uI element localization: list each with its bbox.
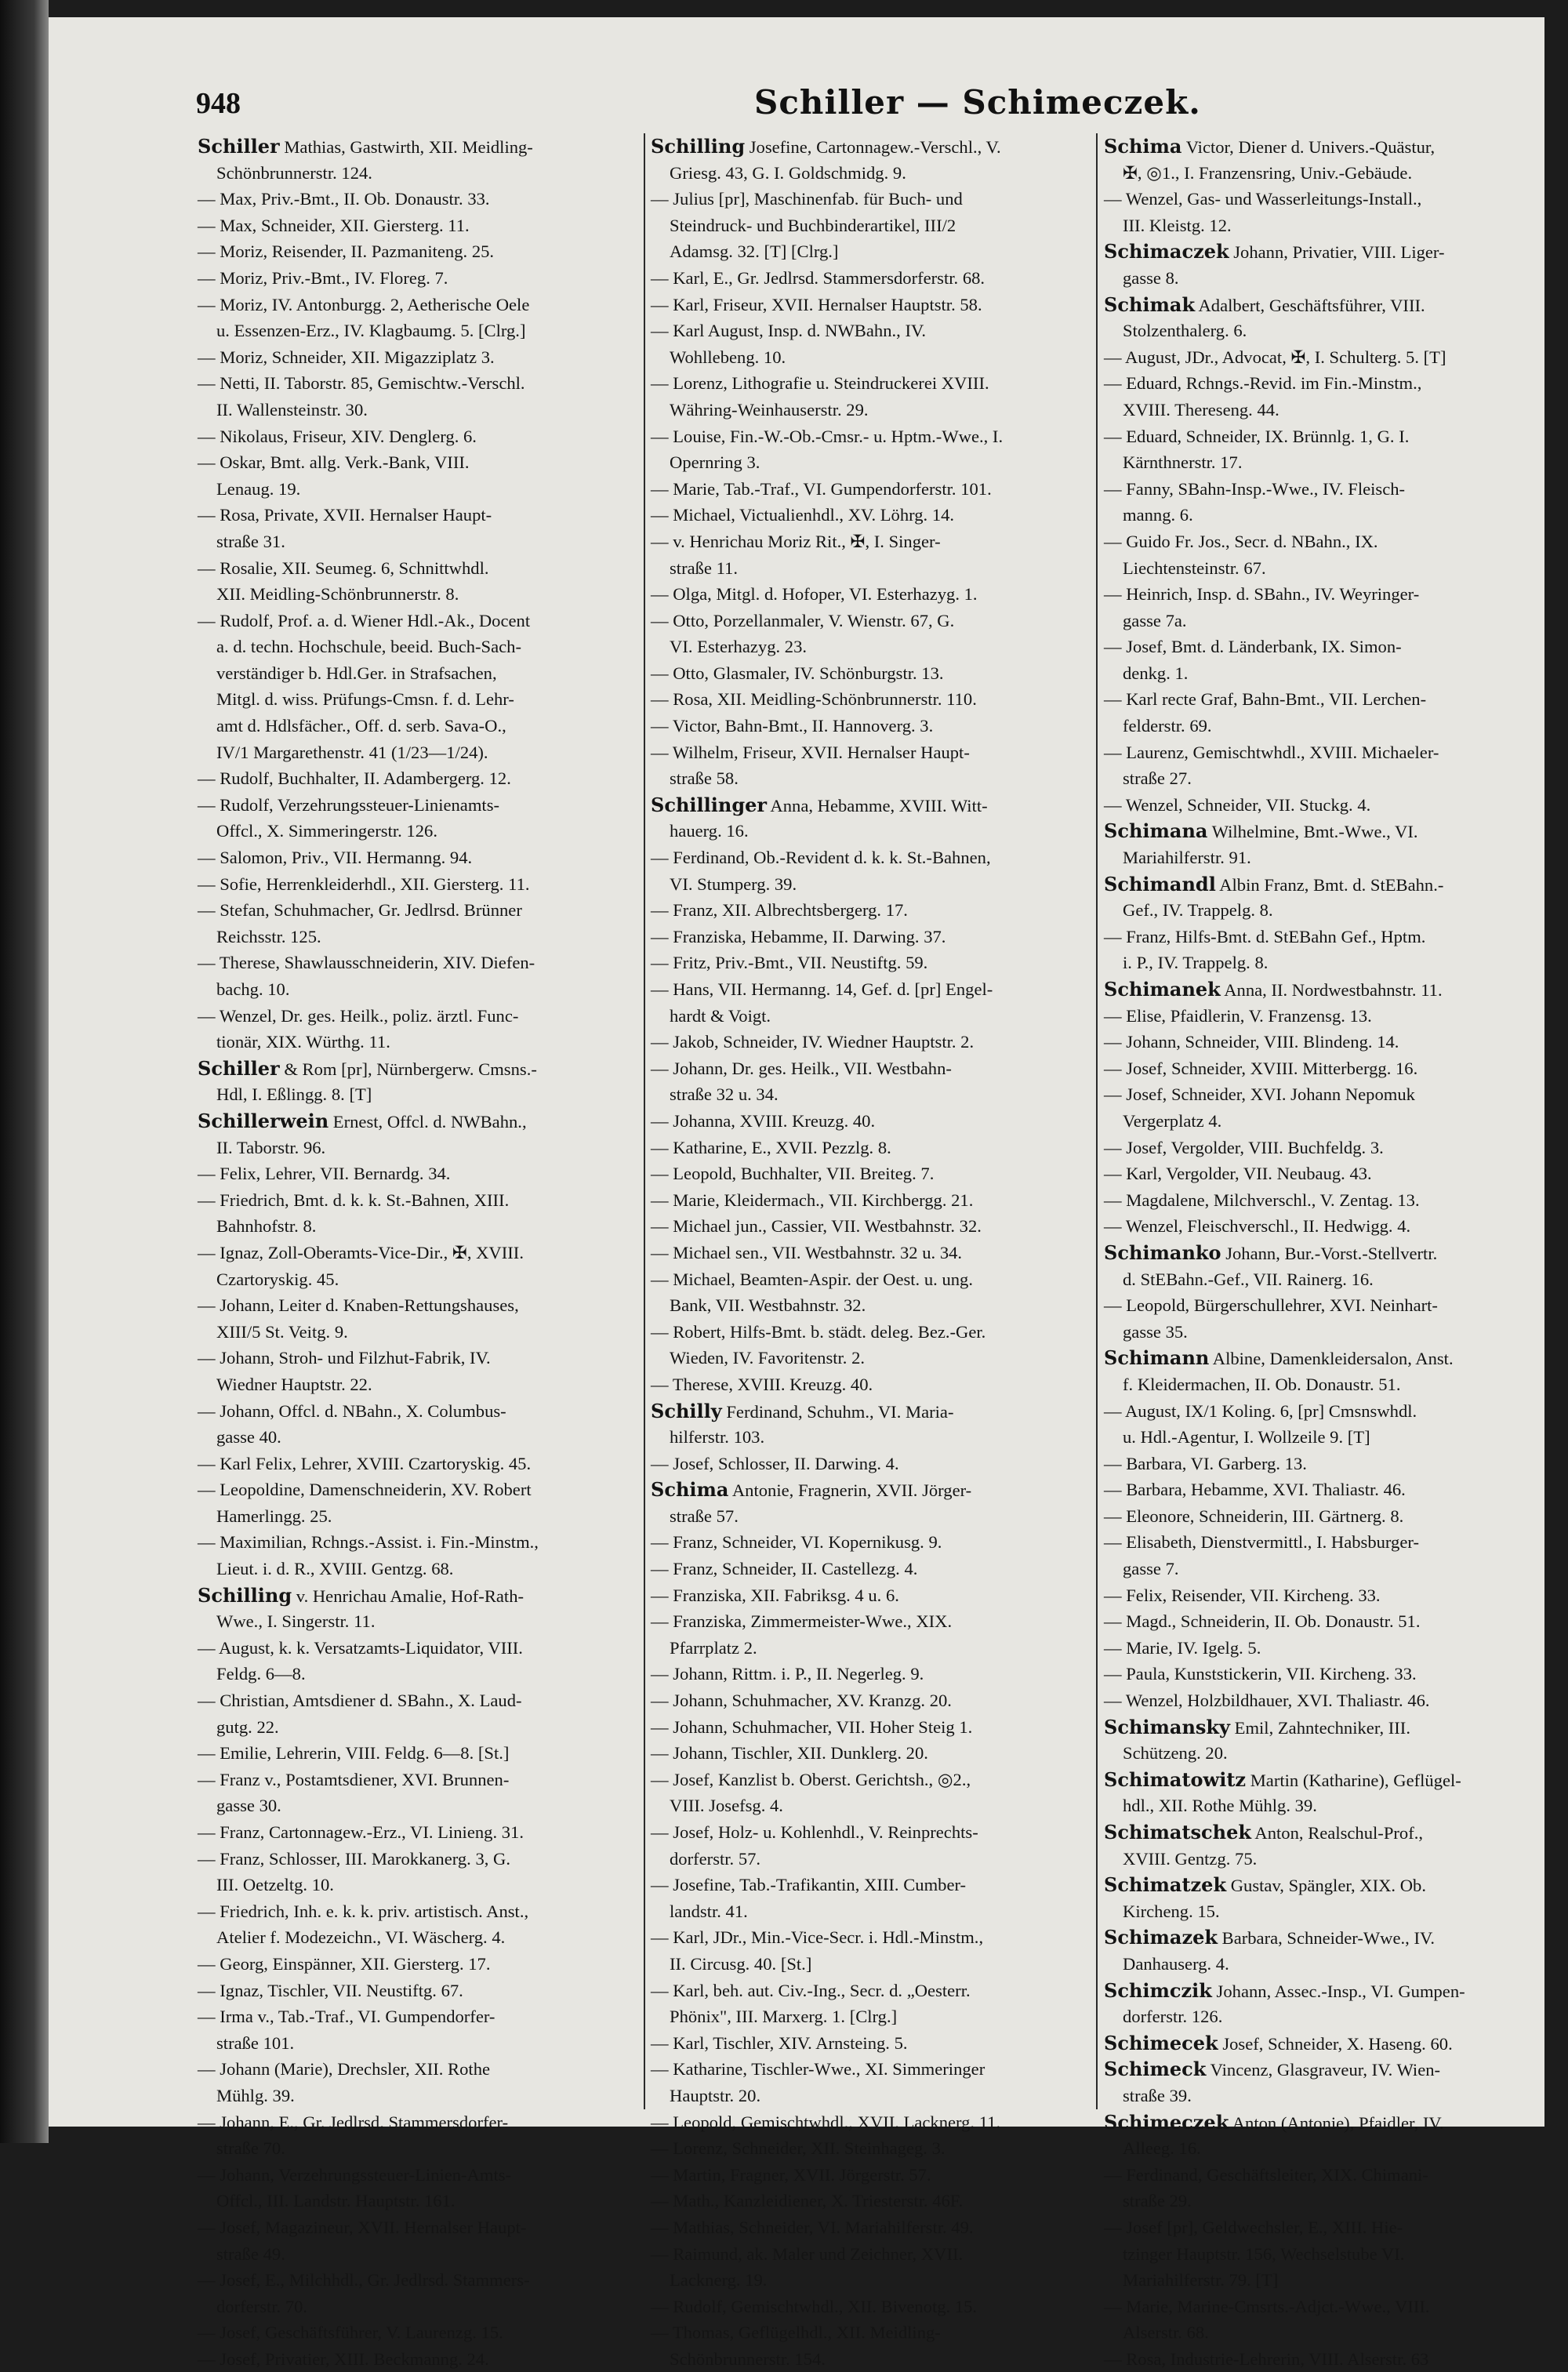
directory-entry-line: Wwe., I. Singerstr. 11.: [216, 1611, 376, 1632]
directory-entry-line: — Rosa, XII. Meidling-Schönbrunnerstr. 110.: [651, 689, 977, 710]
directory-entry-line: — Raimund, ak. Maler und Zeichner, XVII.: [651, 2243, 964, 2264]
directory-entry-line: — Sofie, Herrenkleiderhdl., XII. Giersterg. 11.: [198, 874, 530, 894]
directory-entry-line: Kärnthnerstr. 17.: [1123, 452, 1243, 473]
directory-entry-line: Czartoryskig. 45.: [216, 1269, 339, 1289]
directory-entry-line: XIII/5 St. Veitg. 9.: [216, 1321, 348, 1342]
directory-entry-line: Wiedner Hauptstr. 22.: [216, 1374, 372, 1394]
directory-entry-line: amt d. Hdlsfächer., Off. d. serb. Sava-O.,: [216, 716, 506, 736]
directory-entry-line: gasse 35.: [1123, 1321, 1188, 1342]
directory-entry-line: landstr. 41.: [670, 1901, 748, 1921]
directory-entry-line: — Georg, Einspänner, XII. Giersterg. 17.: [198, 1953, 491, 1974]
directory-entry-line: — August, k. k. Versatzamts-Liquidator, VIII.: [198, 1637, 523, 1658]
column-divider: [644, 133, 645, 2109]
directory-entry-line: — Therese, XVIII. Kreuzg. 40.: [651, 1374, 873, 1394]
directory-entry-line: straße 29.: [1123, 2191, 1192, 2211]
directory-entry-line: — Franz, Hilfs-Bmt. d. StEBahn Gef., Hptm.: [1104, 926, 1426, 946]
directory-entry-line: — Moriz, Priv.-Bmt., IV. Floreg. 7.: [198, 267, 448, 288]
directory-entry-line: f. Kleidermachen, II. Ob. Donaustr. 51.: [1123, 1374, 1401, 1394]
directory-entry-head: Schimann Albine, Damenkleidersalon, Anst.: [1104, 1346, 1454, 1370]
directory-entry-line: Wohllebeng. 10.: [670, 347, 786, 367]
directory-entry-line: — Lorenz, Lithografie u. Steindruckerei XVIII.: [651, 373, 989, 394]
directory-entry-line: gasse 7a.: [1123, 610, 1187, 630]
directory-entry-line: felderstr. 69.: [1123, 716, 1212, 736]
directory-entry-line: gasse 8.: [1123, 267, 1179, 288]
directory-entry-line: — Fanny, SBahn-Insp.-Wwe., IV. Fleisch-: [1104, 478, 1406, 499]
directory-entry-head: Schilly Ferdinand, Schuhm., VI. Maria-: [651, 1399, 954, 1422]
directory-entry-line: XII. Meidling-Schönbrunnerstr. 8.: [216, 584, 459, 605]
directory-entry-line: — Rudolf, Buchhalter, II. Adambergerg. 12.: [198, 768, 511, 789]
column-divider: [1096, 133, 1098, 2109]
directory-entry-line: straße 101.: [216, 2032, 295, 2053]
directory-entry-line: — Hans, VII. Hermanng. 14, Gef. d. [pr] Engel-: [651, 979, 993, 999]
directory-entry-line: — Heinrich, Insp. d. SBahn., IV. Weyringer-: [1104, 584, 1420, 605]
directory-entry-line: Bahnhofstr. 8.: [216, 1216, 317, 1237]
directory-entry-line: — Lorenz, Schneider, XII. Steinhageg. 3.: [651, 2138, 946, 2159]
directory-entry-line: straße 27.: [1123, 768, 1192, 789]
directory-entry-line: Reichsstr. 125.: [216, 926, 321, 946]
directory-entry-line: Mühlg. 39.: [216, 2085, 295, 2105]
directory-entry-line: Offcl., X. Simmeringerstr. 126.: [216, 821, 437, 841]
directory-entry-line: dorferstr. 70.: [216, 2296, 308, 2316]
directory-page: [49, 17, 1544, 2369]
directory-entry-line: — Rudolf, Verzehrungssteuer-Linienamts-: [198, 794, 500, 815]
directory-entry-head: Schiller Mathias, Gastwirth, XII. Meidling-: [198, 135, 533, 158]
directory-entry-line: — Leopoldine, Damenschneiderin, XV. Robert: [198, 1480, 532, 1500]
directory-entry-line: — Karl August, Insp. d. NWBahn., IV.: [651, 321, 927, 341]
directory-entry-line: u. Essenzen-Erz., IV. Klagbaumg. 5. [Clrg.]: [216, 321, 526, 341]
directory-entry-line: Vergerplatz 4.: [1123, 1110, 1222, 1131]
directory-entry-head: Schima Victor, Diener d. Univers.-Quästur,: [1104, 135, 1436, 158]
directory-entry-line: Schützeng. 20.: [1123, 1743, 1228, 1764]
directory-entry-line: dorferstr. 57.: [670, 1848, 761, 1869]
directory-entry-head: Schimeczek Anton (Antonie), Pfaidler, IV.: [1104, 2110, 1444, 2134]
directory-entry-line: — Josef, Schneider, XVI. Johann Nepomuk: [1104, 1084, 1415, 1105]
directory-entry-line: VI. Stumperg. 39.: [670, 874, 797, 894]
directory-entry-line: straße 11.: [670, 558, 738, 578]
directory-entry-head: Schillinger Anna, Hebamme, XVIII. Witt-: [651, 793, 988, 816]
directory-entry-line: Kircheng. 15.: [1123, 1901, 1220, 1921]
page-number: 948: [196, 87, 241, 120]
directory-entry-line: straße 57.: [670, 1506, 739, 1526]
directory-entry-line: straße 31.: [216, 531, 285, 551]
directory-entry-line: — Johann, E., Gr. Jedlrsd. Stammersdorfer-: [198, 2112, 509, 2132]
directory-entry-head: Schimana Wilhelmine, Bmt.-Wwe., VI.: [1104, 819, 1418, 843]
directory-entry-line: — Ferdinand, Ob.-Revident d. k. k. St.-Bahnen,: [651, 848, 991, 868]
directory-entry-line: — Guido Fr. Jos., Secr. d. NBahn., IX.: [1104, 531, 1378, 551]
directory-entry-line: — Marie, IV. Igelg. 5.: [1104, 1637, 1261, 1658]
directory-entry-line: straße 49.: [216, 2243, 285, 2264]
directory-entry-head: Schimaczek Johann, Privatier, VIII. Liger-: [1104, 240, 1445, 263]
directory-entry-line: — Johann, Leiter d. Knaben-Rettungshauses,: [198, 1295, 519, 1316]
directory-entry-line: gutg. 22.: [216, 1716, 279, 1737]
directory-entry-line: Alleeg. 16.: [1123, 2138, 1201, 2159]
directory-entry-head: Schimatowitz Martin (Katharine), Geflügel-: [1104, 1767, 1461, 1791]
directory-entry-line: Gef., IV. Trappelg. 8.: [1123, 900, 1273, 921]
directory-entry-line: IV/1 Margarethenstr. 41 (1/23—1/24).: [216, 742, 488, 762]
directory-entry-line: — Katharine, Tischler-Wwe., XI. Simmeringer: [651, 2059, 985, 2080]
directory-entry-line: Schönbrunnerstr. 154.: [670, 2348, 826, 2369]
directory-entry-line: — Josef, Privatier, XIII. Beckmanng. 24.: [198, 2348, 489, 2369]
directory-entry-head: Schimeck Vincenz, Glasgraveur, IV. Wien-: [1104, 2058, 1441, 2081]
directory-entry-line: tzinger Hauptstr. 156, Wechselstube VI.: [1123, 2243, 1405, 2264]
directory-entry-line: Danhauserg. 4.: [1123, 1953, 1229, 1974]
directory-entry-line: — Ignaz, Tischler, VII. Neustiftg. 67.: [198, 1980, 463, 2000]
directory-entry-line: — Moriz, IV. Antonburgg. 2, Aetherische Oele: [198, 294, 530, 314]
directory-entry-line: tionär, XIX. Würthg. 11.: [216, 1032, 390, 1052]
directory-entry-line: — Max, Priv.-Bmt., II. Ob. Donaustr. 33.: [198, 189, 490, 209]
directory-entry-line: — Josef, Holz- u. Kohlenhdl., V. Reinprechts-: [651, 1822, 978, 1842]
directory-entry-line: — Karl recte Graf, Bahn-Bmt., VII. Lerchen-: [1104, 689, 1427, 710]
directory-entry-line: denkg. 1.: [1123, 663, 1189, 683]
directory-entry-line: — Rosalie, XII. Seumeg. 6, Schnittwhdl.: [198, 558, 489, 578]
directory-entry-line: — Johann, Verzehrungssteuer-Linien-Amts-: [198, 2164, 512, 2185]
directory-entry-line: — Robert, Hilfs-Bmt. b. städt. deleg. Bez.-Ger.: [651, 1321, 986, 1342]
directory-entry-line: d. StEBahn.-Gef., VII. Rainerg. 16.: [1123, 1269, 1374, 1289]
directory-entry-line: — Julius [pr], Maschinenfab. für Buch- und: [651, 189, 963, 209]
directory-entry-line: — Michael, Beamten-Aspir. der Oest. u. ung.: [651, 1269, 973, 1289]
directory-entry-line: — Franziska, XII. Fabriksg. 4 u. 6.: [651, 1585, 899, 1605]
directory-entry-head: Schimecek Josef, Schneider, X. Haseng. 60.: [1104, 2031, 1453, 2054]
directory-entry-line: — Josefine, Tab.-Trafikantin, XIII. Cumber-: [651, 1875, 967, 1895]
directory-entry-line: — Marie, Tab.-Traf., VI. Gumpendorferstr. 101.: [651, 478, 992, 499]
directory-entry-line: Mitgl. d. wiss. Prüfungs-Cmsn. f. d. Lehr-: [216, 689, 514, 710]
directory-entry-line: III. Oetzeltg. 10.: [216, 1875, 334, 1895]
directory-entry-line: — Franz, Schlosser, III. Marokkanerg. 3, G.: [198, 1848, 510, 1869]
directory-entry-line: Hamerlingg. 25.: [216, 1506, 332, 1526]
directory-entry-line: — Johann, Tischler, XII. Dunklerg. 20.: [651, 1743, 928, 1764]
directory-entry-head: Schilling Josefine, Cartonnagew.-Verschl., V.: [651, 135, 1001, 158]
directory-entry-line: — Karl Felix, Lehrer, XVIII. Czartoryskig. 45.: [198, 1453, 532, 1473]
directory-entry-line: XVIII. Thereseng. 44.: [1123, 399, 1279, 420]
directory-entry-line: bachg. 10.: [216, 979, 290, 999]
directory-entry-line: — Elise, Pfaidlerin, V. Franzensg. 13.: [1104, 1005, 1372, 1026]
directory-entry-line: — Louise, Fin.-W.-Ob.-Cmsr.- u. Hptm.-Wwe., I.: [651, 426, 1004, 446]
directory-entry-line: — Josef [pr], Geldwechsler, E., XIII. Hie-: [1104, 2217, 1403, 2237]
directory-entry-line: — Johann, Offcl. d. NBahn., X. Columbus-: [198, 1400, 506, 1421]
directory-entry-line: — Otto, Glasmaler, IV. Schönburgstr. 13.: [651, 663, 944, 683]
directory-entry-line: — Johann, Schneider, VIII. Blindeng. 14.: [1104, 1032, 1399, 1052]
directory-entry-line: — Josef, Kanzlist b. Oberst. Gerichtsh., ◎2.,: [651, 1769, 971, 1789]
directory-entry-line: — Emilie, Lehrerin, VIII. Feldg. 6—8. [St.]: [198, 1743, 510, 1764]
directory-entry-line: Alserstr. 68.: [1123, 2323, 1209, 2343]
directory-entry-line: III. Kleistg. 12.: [1123, 215, 1232, 235]
directory-entry-line: — Math., Kanzleidiener, X. Triesterstr. 46F.: [651, 2191, 964, 2211]
directory-entry-line: — Johann, Dr. ges. Heilk., VII. Westbahn-: [651, 1058, 952, 1078]
directory-entry-line: — Karl, beh. aut. Civ.-Ing., Secr. d. „Oesterr.: [651, 1980, 971, 2000]
directory-entry-line: — Paula, Kunststickerin, VII. Kircheng. 33.: [1104, 1664, 1417, 1684]
directory-entry-line: gasse 7.: [1123, 1559, 1179, 1579]
directory-entry-line: u. Hdl.-Agentur, I. Wollzeile 9. [T]: [1123, 1427, 1370, 1448]
directory-entry-line: — Friedrich, Inh. e. k. k. priv. artistisch. Anst.,: [198, 1901, 529, 1921]
directory-entry-line: — August, IX/1 Koling. 6, [pr] Cmsnswhdl.: [1104, 1400, 1417, 1421]
directory-entry-line: hardt & Voigt.: [670, 1005, 771, 1026]
directory-entry-line: II. Taborstr. 96.: [216, 1137, 326, 1157]
directory-entry-line: Hauptstr. 20.: [670, 2085, 761, 2105]
directory-entry-line: — Karl, Friseur, XVII. Hernalser Hauptstr. 58.: [651, 294, 982, 314]
directory-entry-line: Bank, VII. Westbahnstr. 32.: [670, 1295, 866, 1316]
directory-entry-line: — Olga, Mitgl. d. Hofoper, VI. Esterhazyg. 1.: [651, 584, 978, 605]
directory-entry-line: Feldg. 6—8.: [216, 1664, 306, 1684]
directory-entry-line: — Rudolf, Prof. a. d. Wiener Hdl.-Ak., Docent: [198, 610, 531, 630]
directory-entry-line: Pfarrplatz 2.: [670, 1637, 757, 1658]
directory-entry-line: — Karl, Tischler, XIV. Arnsteing. 5.: [651, 2032, 908, 2053]
directory-entry-line: Wieden, IV. Favoritenstr. 2.: [670, 1348, 866, 1368]
directory-entry-line: — Franz v., Postamtsdiener, XVI. Brunnen-: [198, 1769, 510, 1789]
directory-entry-line: manng. 6.: [1123, 505, 1193, 525]
directory-entry-line: — Johann, Schuhmacher, XV. Kranzg. 20.: [651, 1691, 952, 1711]
directory-entry-line: — Barbara, VI. Garberg. 13.: [1104, 1453, 1307, 1473]
directory-entry-line: — Rosa, Private, XVII. Hernalser Haupt-: [198, 505, 492, 525]
directory-entry-head: Schimatzek Gustav, Spängler, XIX. Ob.: [1104, 1873, 1426, 1897]
directory-entry-line: — Leopold, Buchhalter, VII. Breiteg. 7.: [651, 1164, 935, 1184]
directory-entry-line: — Johann, Stroh- und Filzhut-Fabrik, IV.: [198, 1348, 491, 1368]
directory-entry-line: — Rosa, Industrie-Lehrerin, VIII. Alserstr. 63: [1104, 2348, 1429, 2369]
directory-entry-line: — Josef, Bmt. d. Länderbank, IX. Simon-: [1104, 637, 1402, 657]
directory-entry-line: i. P., IV. Trappelg. 8.: [1123, 953, 1269, 973]
directory-entry-line: — Oskar, Bmt. allg. Verk.-Bank, VIII.: [198, 452, 470, 473]
directory-entry-line: dorferstr. 126.: [1123, 2007, 1223, 2027]
directory-entry-line: Opernring 3.: [670, 452, 760, 473]
directory-entry-line: Stolzenthalerg. 6.: [1123, 321, 1247, 341]
directory-entry-line: — Karl, E., Gr. Jedlrsd. Stammersdorferstr. 68.: [651, 267, 985, 288]
directory-entry-line: — Victor, Bahn-Bmt., II. Hannoverg. 3.: [651, 716, 934, 736]
directory-entry-line: — Thomas, Geflügelhdl., XII. Meidling-: [651, 2323, 941, 2343]
directory-entry-line: — Eleonore, Schneiderin, III. Gärtnerg. 8.: [1104, 1506, 1404, 1526]
directory-entry-line: — Stefan, Schuhmacher, Gr. Jedlrsd. Brünner: [198, 900, 522, 921]
directory-entry-line: — Jakob, Schneider, IV. Wiedner Hauptstr. 2.: [651, 1032, 975, 1052]
column-middle: [651, 133, 1090, 2369]
column-left: [198, 133, 637, 2369]
directory-entry-line: straße 70.: [216, 2138, 285, 2159]
directory-entry-line: Liechtensteinstr. 67.: [1123, 558, 1266, 578]
directory-entry-line: — Josef, Schlosser, II. Darwing. 4.: [651, 1453, 899, 1473]
directory-entry-head: Schimazek Barbara, Schneider-Wwe., IV.: [1104, 1926, 1436, 1949]
directory-entry-line: — Johann, Rittm. i. P., II. Negerleg. 9.: [651, 1664, 924, 1684]
directory-entry-line: — Laurenz, Gemischtwhdl., XVIII. Michaeler-: [1104, 742, 1439, 762]
directory-entry-line: — Wenzel, Gas- und Wasserleitungs-Install.,: [1104, 189, 1422, 209]
directory-entry-line: — Wilhelm, Friseur, XVII. Hernalser Haupt-: [651, 742, 970, 762]
directory-entry-line: — Max, Schneider, XII. Giersterg. 11.: [198, 215, 470, 235]
directory-entry-head: Schimandl Albin Franz, Bmt. d. StEBahn.-: [1104, 872, 1444, 895]
directory-entry-line: — Elisabeth, Dienstvermittl., I. Habsburger-: [1104, 1532, 1419, 1553]
directory-entry-line: — Magdalene, Milchverschl., V. Zentag. 13.: [1104, 1190, 1420, 1210]
directory-entry-line: Lenaug. 19.: [216, 478, 301, 499]
directory-entry-line: — Wenzel, Dr. ges. Heilk., poliz. ärztl. Func-: [198, 1005, 519, 1026]
directory-entry-line: a. d. techn. Hochschule, beeid. Buch-Sach-: [216, 637, 521, 657]
directory-entry-line: — Josef, Schneider, XVIII. Mitterbergg. 16.: [1104, 1058, 1418, 1078]
directory-entry-line: — Franz, XII. Albrechtsbergerg. 17.: [651, 900, 908, 921]
directory-entry-line: — Josef, Geschäftsführer, V. Laurenzg. 15.: [198, 2323, 503, 2343]
directory-entry-line: — Franziska, Zimmermeister-Wwe., XIX.: [651, 1611, 953, 1632]
directory-entry-line: — Michael, Victualienhdl., XV. Löhrg. 14.: [651, 505, 955, 525]
directory-entry-line: — Josef, Vergolder, VIII. Buchfeldg. 3.: [1104, 1137, 1384, 1157]
directory-entry-head: Schillerwein Ernest, Offcl. d. NWBahn.,: [198, 1109, 527, 1132]
directory-entry-line: — Moriz, Schneider, XII. Migazziplatz 3.: [198, 347, 495, 367]
directory-entry-line: straße 32 u. 34.: [670, 1084, 779, 1105]
directory-entry-line: hilferstr. 103.: [670, 1427, 765, 1448]
directory-entry-line: — Marie, Kleidermach., VII. Kirchbergg. 21.: [651, 1190, 974, 1210]
directory-entry-line: — Rudolf, Gemischtwhdl., XII. Bivenotg. 15.: [651, 2296, 978, 2316]
page-header: [49, 17, 1544, 122]
column-right: [1104, 133, 1543, 2369]
directory-entry-line: Mariahilferstr. 79. [T]: [1123, 2270, 1279, 2290]
directory-entry-head: Schimanko Johann, Bur.-Vorst.-Stellvertr.: [1104, 1240, 1438, 1264]
directory-entry-line: — Wenzel, Holzbildhauer, XVI. Thaliastr. 46.: [1104, 1691, 1430, 1711]
directory-entry-line: Offcl., III. Landstr. Hauptstr. 161.: [216, 2191, 456, 2211]
directory-entry-head: Schimanek Anna, II. Nordwestbahnstr. 11.: [1104, 978, 1443, 1001]
directory-entry-line: — Wenzel, Schneider, VII. Stuckg. 4.: [1104, 794, 1371, 815]
directory-entry-line: straße 58.: [670, 768, 739, 789]
directory-entry-line: Atelier f. Modezeichn., VI. Wäscherg. 4.: [216, 1927, 506, 1948]
directory-entry-line: — Karl, JDr., Min.-Vice-Secr. i. Hdl.-Minstm.,: [651, 1927, 984, 1948]
directory-entry-line: — August, JDr., Advocat, ✠, I. Schulterg. 5. [T]: [1104, 347, 1446, 367]
directory-entry-line: Währing-Weinhauserstr. 29.: [670, 399, 869, 420]
directory-entry-line: — Franziska, Hebamme, II. Darwing. 37.: [651, 926, 946, 946]
directory-entry-line: — Ignaz, Zoll-Oberamts-Vice-Dir., ✠, XVIII.: [198, 1242, 524, 1262]
directory-entry-line: — Felix, Reisender, VII. Kircheng. 33.: [1104, 1585, 1381, 1605]
directory-entry-line: — Barbara, Hebamme, XVI. Thaliastr. 46.: [1104, 1480, 1406, 1500]
directory-entry-line: — Mathias, Schneider, VI. Mariahilferstr. 49.: [651, 2217, 974, 2237]
directory-entry-line: — Johann (Marie), Drechsler, XII. Rothe: [198, 2059, 491, 2080]
directory-entry-line: — Eduard, Schneider, IX. Brünnlg. 1, G. I.: [1104, 426, 1410, 446]
directory-entry-line: Hdl, I. Eßlingg. 8. [T]: [216, 1084, 372, 1105]
directory-entry-head: Schimansky Emil, Zahntechniker, III.: [1104, 1715, 1410, 1738]
directory-entry-line: — Otto, Porzellanmaler, V. Wienstr. 67, G.: [651, 610, 955, 630]
directory-entry-line: — Eduard, Rchngs.-Revid. im Fin.-Minstm.,: [1104, 373, 1422, 394]
directory-entry-line: — Karl, Vergolder, VII. Neubaug. 43.: [1104, 1164, 1372, 1184]
directory-entry-line: — Friedrich, Bmt. d. k. k. St.-Bahnen, XIII.: [198, 1190, 510, 1210]
directory-entry-line: VI. Esterhazyg. 23.: [670, 637, 808, 657]
directory-entry-line: — Wenzel, Fleischverschl., II. Hedwigg. 4.: [1104, 1216, 1411, 1237]
directory-entry-line: Phönix", III. Marxerg. 1. [Clrg.]: [670, 2007, 898, 2027]
directory-entry-head: Schilling v. Henrichau Amalie, Hof-Rath-: [198, 1583, 524, 1607]
directory-entry-line: — Moriz, Reisender, II. Pazmaniteng. 25.: [198, 242, 495, 262]
directory-entry-line: — Franz, Schneider, VI. Kopernikusg. 9.: [651, 1532, 942, 1553]
directory-entry-line: — Nikolaus, Friseur, XIV. Denglerg. 6.: [198, 426, 477, 446]
directory-entry-line: Lieut. i. d. R., XVIII. Gentzg. 68.: [216, 1559, 454, 1579]
directory-entry-line: — Fritz, Priv.-Bmt., VII. Neustiftg. 59.: [651, 953, 928, 973]
directory-entry-line: — Josef, E., Milchhdl., Gr. Jedlrsd. Stammers-: [198, 2270, 530, 2290]
directory-entry-line: — Leopold, Gemischtwhdl., XVII. Lacknerg. 11.: [651, 2112, 1001, 2132]
directory-entry-line: hauerg. 16.: [670, 821, 749, 841]
directory-entry-line: Mariahilferstr. 91.: [1123, 848, 1251, 868]
directory-entry-line: — Franz, Schneider, II. Castellezg. 4.: [651, 1559, 918, 1579]
directory-entry-line: — Irma v., Tab.-Traf., VI. Gumpendorfer-: [198, 2007, 495, 2027]
directory-entry-head: Schimatschek Anton, Realschul-Prof.,: [1104, 1821, 1424, 1843]
directory-entry-line: — Michael sen., VII. Westbahnstr. 32 u. 34.: [651, 1242, 963, 1262]
directory-entry-line: Lacknerg. 19.: [670, 2270, 768, 2290]
directory-entry-line: verständiger b. Hdl.Ger. in Strafsachen,: [216, 663, 497, 683]
scan-border: [0, 0, 49, 2143]
directory-entry-line: Adamsg. 32. [T] [Clrg.]: [670, 242, 839, 262]
directory-entry-line: — Martin, Fragner, XVII. Jörgerstr. 57.: [651, 2164, 931, 2185]
directory-entry-line: Griesg. 43, G. I. Goldschmidg. 9.: [670, 162, 906, 183]
directory-entry-line: — Magd., Schneiderin, II. Ob. Donaustr. 51.: [1104, 1611, 1421, 1632]
directory-entry-line: XVIII. Gentzg. 75.: [1123, 1848, 1258, 1869]
directory-entry-line: gasse 40.: [216, 1427, 281, 1448]
running-title: Schiller — Schimeczek.: [754, 83, 1201, 122]
directory-entry-line: — Leopold, Bürgerschullehrer, XVI. Neinhart-: [1104, 1295, 1438, 1316]
directory-entry-line: hdl., XII. Rothe Mühlg. 39.: [1123, 1796, 1317, 1816]
directory-entry-line: — Christian, Amtsdiener d. SBahn., X. Laud-: [198, 1691, 522, 1711]
directory-entry-head: Schiller & Rom [pr], Nürnbergerw. Cmsns.-: [198, 1056, 537, 1080]
directory-entry-line: — Johann, Schuhmacher, VII. Hoher Steig 1.: [651, 1716, 973, 1737]
directory-entry-line: — v. Henrichau Moriz Rit., ✠, I. Singer-: [651, 531, 941, 551]
directory-entry-line: Steindruck- und Buchbinderartikel, III/2: [670, 215, 956, 235]
directory-entry-line: — Netti, II. Taborstr. 85, Gemischtw.-Verschl.: [198, 373, 525, 394]
directory-entry-head: Schima Antonie, Fragnerin, XVII. Jörger-: [651, 1478, 972, 1502]
directory-entry-line: — Michael jun., Cassier, VII. Westbahnstr. 32.: [651, 1216, 982, 1237]
directory-entry-line: II. Circusg. 40. [St.]: [670, 1953, 812, 1974]
directory-entry-line: — Salomon, Priv., VII. Hermanng. 94.: [198, 848, 473, 868]
directory-entry-line: — Josef, Magazineur, XVII. Hernalser Haupt-: [198, 2217, 527, 2237]
directory-entry-line: — Marie, Marine-Cmsrts.-Adjct.-Wwe., VIII.: [1104, 2296, 1430, 2316]
directory-entry-line: — Maximilian, Rchngs.-Assist. i. Fin.-Minstm.,: [198, 1532, 539, 1553]
directory-entry-line: — Katharine, E., XVII. Pezzlg. 8.: [651, 1137, 891, 1157]
directory-entry-line: — Johanna, XVIII. Kreuzg. 40.: [651, 1110, 876, 1131]
directory-entry-line: — Felix, Lehrer, VII. Bernardg. 34.: [198, 1164, 451, 1184]
directory-entry-line: — Ferdinand, Geschäftsleiter, XIX. Chimani-: [1104, 2164, 1428, 2185]
directory-entry-line: VIII. Josefsg. 4.: [670, 1796, 783, 1816]
directory-entry-line: — Therese, Shawlausschneiderin, XIV. Diefen-: [198, 953, 535, 973]
directory-entry-line: II. Wallensteinstr. 30.: [216, 399, 368, 420]
directory-entry-head: Schimczik Johann, Assec.-Insp., VI. Gumpen-: [1104, 1978, 1465, 2002]
directory-entry-line: ✠, ◎1., I. Franzensring, Univ.-Gebäude.: [1123, 162, 1413, 183]
directory-entry-line: straße 39.: [1123, 2085, 1192, 2105]
directory-entry-line: gasse 30.: [216, 1796, 281, 1816]
directory-entry-line: — Franz, Cartonnagew.-Erz., VI. Linieng. 31.: [198, 1822, 524, 1842]
directory-entry-head: Schimak Adalbert, Geschäftsführer, VIII.: [1104, 292, 1425, 316]
directory-entry-line: Schönbrunnerstr. 124.: [216, 162, 372, 183]
